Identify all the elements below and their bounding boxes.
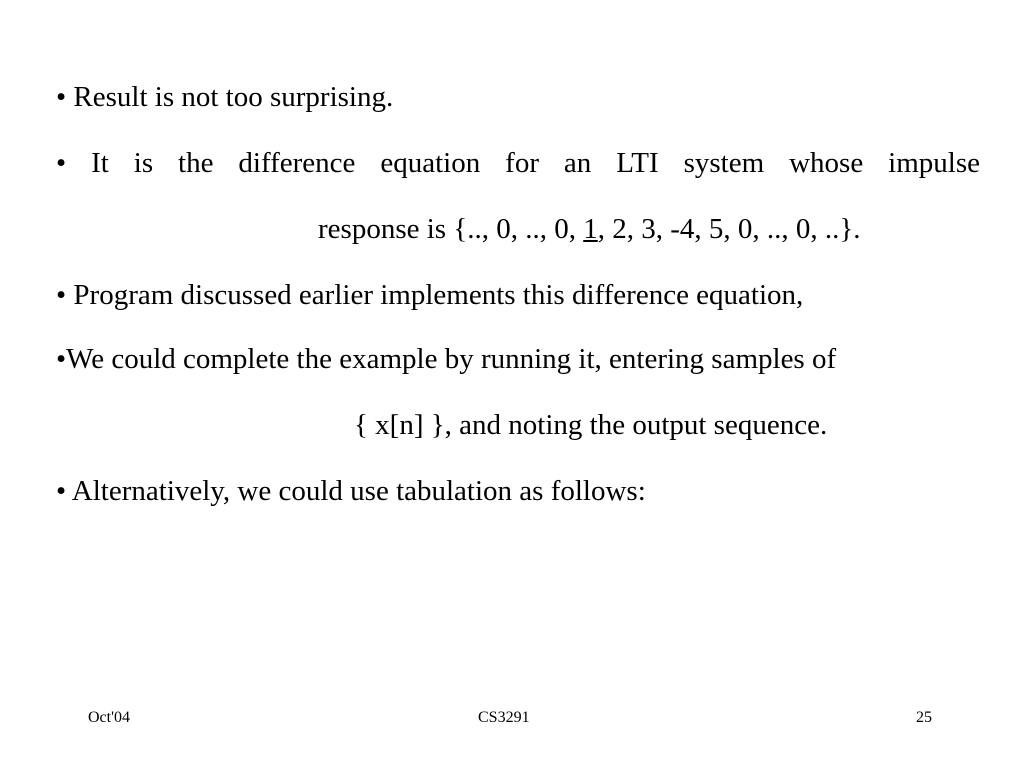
impulse-response-line (318, 212, 861, 246)
continuation-text: { x[n] }, and noting the output sequence. (354, 409, 828, 441)
bullet-program (56, 278, 803, 312)
bullet-difference-equation (56, 146, 980, 180)
bullet-marker: • (56, 81, 67, 113)
impulse-response-suffix: , 2, 3, -4, 5, 0, .., 0, ..}. (597, 213, 861, 245)
bullet-text: Program discussed earlier implements this difference equation, (66, 279, 804, 311)
bullet-marker: • (56, 279, 67, 311)
bullet-text: We could complete the example by running it, entering samples of (66, 343, 837, 375)
bullet-text: Alternatively, we could use tabulation as follows: (66, 475, 646, 507)
bullet-marker: • (56, 147, 67, 179)
bullet-tabulation (56, 474, 646, 508)
bullet-complete-example (56, 342, 836, 376)
footer-course-code: CS3291 (478, 709, 530, 726)
output-sequence-line (354, 408, 827, 442)
impulse-response-prefix: response is {.., 0, .., 0, (318, 213, 584, 245)
bullet-text: It is the difference equation for an LTI system whose impulse (66, 147, 980, 179)
footer-date: Oct'04 (88, 709, 130, 726)
bullet-marker: • (56, 475, 67, 507)
bullet-text: Result is not too surprising. (66, 81, 394, 113)
impulse-response-origin-sample: 1 (583, 213, 598, 245)
bullet-result (56, 80, 393, 114)
footer-page-number: 25 (916, 709, 932, 726)
bullet-marker: • (56, 343, 67, 375)
